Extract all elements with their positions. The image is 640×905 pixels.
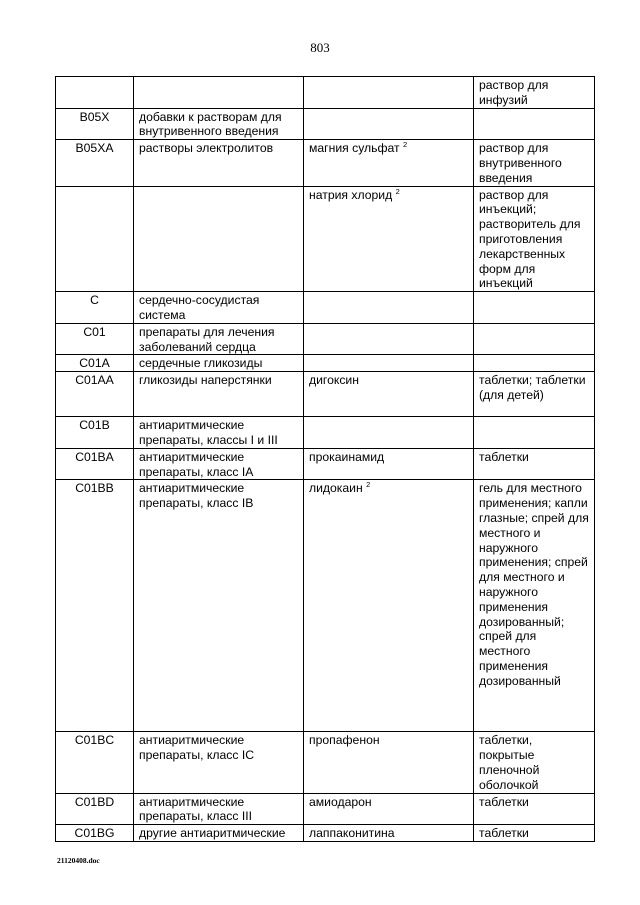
atc-code-cell bbox=[56, 77, 134, 109]
group-name-cell: добавки к растворам для внутривенного введения bbox=[134, 108, 304, 140]
drug-name: дигоксин bbox=[309, 373, 359, 388]
atc-code-cell: C01BA bbox=[56, 448, 134, 480]
group-name-cell: другие антиаритмические bbox=[134, 825, 304, 842]
group-name-cell: растворы электролитов bbox=[134, 140, 304, 186]
group-name-cell bbox=[134, 77, 304, 109]
footnote-mark: 2 bbox=[403, 140, 408, 150]
drug-name-cell bbox=[304, 140, 474, 186]
drug-name-cell bbox=[304, 372, 474, 417]
atc-code-cell: C bbox=[56, 292, 134, 324]
drug-name: магния сульфат bbox=[309, 141, 400, 156]
drug-name-cell bbox=[304, 108, 474, 140]
dosage-form-cell bbox=[474, 108, 595, 140]
drug-name-cell bbox=[304, 355, 474, 372]
footnote-mark: 2 bbox=[395, 186, 400, 196]
table-row bbox=[56, 732, 595, 793]
atc-code-cell: B05XA bbox=[56, 140, 134, 186]
drug-name: натрия хлорид bbox=[309, 187, 393, 202]
dosage-form-cell: гель для местного применения; капли глазные; спрей для местного и наружного применения; спрей для местного и наружного применения дозированный; спрей для местного применения дозированный bbox=[474, 480, 595, 732]
dosage-form-cell: таблетки bbox=[474, 793, 595, 825]
dosage-form-cell: раствор для инфузий bbox=[474, 77, 595, 109]
table-row bbox=[56, 825, 595, 842]
table-row bbox=[56, 448, 595, 480]
drug-name: амиодарон bbox=[309, 794, 372, 809]
atc-code-cell bbox=[56, 186, 134, 292]
dosage-form-cell: таблетки, покрытые пленочной оболочкой bbox=[474, 732, 595, 793]
dosage-form-cell: таблетки; таблетки (для детей) bbox=[474, 372, 595, 417]
atc-code-cell: C01A bbox=[56, 355, 134, 372]
drug-table bbox=[55, 76, 595, 842]
atc-code-cell: C01 bbox=[56, 323, 134, 355]
atc-code-cell: B05X bbox=[56, 108, 134, 140]
dosage-form-cell: таблетки bbox=[474, 448, 595, 480]
group-name-cell bbox=[134, 186, 304, 292]
drug-name-cell bbox=[304, 323, 474, 355]
drug-name-cell bbox=[304, 448, 474, 480]
group-name-cell: сердечно-сосудистая система bbox=[134, 292, 304, 324]
atc-code-cell: C01B bbox=[56, 417, 134, 449]
table-row bbox=[56, 355, 595, 372]
drug-name: прокаинамид bbox=[309, 449, 385, 464]
atc-code-cell: C01AA bbox=[56, 372, 134, 417]
table-row bbox=[56, 140, 595, 186]
footnote-mark: 2 bbox=[366, 480, 371, 490]
dosage-form-cell bbox=[474, 292, 595, 324]
table-row bbox=[56, 793, 595, 825]
atc-code-cell: C01BG bbox=[56, 825, 134, 842]
drug-name-cell bbox=[304, 292, 474, 324]
dosage-form-cell: таблетки bbox=[474, 825, 595, 842]
group-name-cell: гликозиды наперстянки bbox=[134, 372, 304, 417]
dosage-form-cell: раствор для инъекций; растворитель для приготовления лекарственных форм для инъекций bbox=[474, 186, 595, 292]
table-row bbox=[56, 323, 595, 355]
drug-name-cell bbox=[304, 825, 474, 842]
group-name-cell: препараты для лечения заболеваний сердца bbox=[134, 323, 304, 355]
table-row bbox=[56, 108, 595, 140]
page-number: 803 bbox=[310, 40, 330, 55]
drug-table-body bbox=[56, 77, 595, 842]
drug-name-cell bbox=[304, 480, 474, 732]
drug-name-cell bbox=[304, 793, 474, 825]
dosage-form-cell: раствор для внутривенного введения bbox=[474, 140, 595, 186]
drug-name-cell bbox=[304, 77, 474, 109]
atc-code-cell: C01BB bbox=[56, 480, 134, 732]
table-row bbox=[56, 417, 595, 449]
dosage-form-cell bbox=[474, 417, 595, 449]
group-name-cell: антиаритмические препараты, класс III bbox=[134, 793, 304, 825]
drug-name: лидокаин bbox=[309, 481, 363, 496]
table-row bbox=[56, 186, 595, 292]
dosage-form-cell bbox=[474, 323, 595, 355]
dosage-form-cell bbox=[474, 355, 595, 372]
table-row bbox=[56, 77, 595, 109]
atc-code-cell: C01BC bbox=[56, 732, 134, 793]
drug-name-cell bbox=[304, 732, 474, 793]
drug-name-cell bbox=[304, 417, 474, 449]
group-name-cell: антиаритмические препараты, класс IA bbox=[134, 448, 304, 480]
group-name-cell: сердечные гликозиды bbox=[134, 355, 304, 372]
drug-name: лаппаконитина bbox=[309, 826, 395, 841]
document-footer: 21120408.doc bbox=[57, 856, 100, 865]
group-name-cell: антиаритмические препараты, класс IC bbox=[134, 732, 304, 793]
table-row bbox=[56, 372, 595, 417]
table-row bbox=[56, 292, 595, 324]
drug-name: пропафенон bbox=[309, 733, 380, 748]
group-name-cell: антиаритмические препараты, классы I и III bbox=[134, 417, 304, 449]
group-name-cell: антиаритмические препараты, класс IB bbox=[134, 480, 304, 732]
table-row bbox=[56, 480, 595, 732]
atc-code-cell: C01BD bbox=[56, 793, 134, 825]
drug-name-cell bbox=[304, 186, 474, 292]
